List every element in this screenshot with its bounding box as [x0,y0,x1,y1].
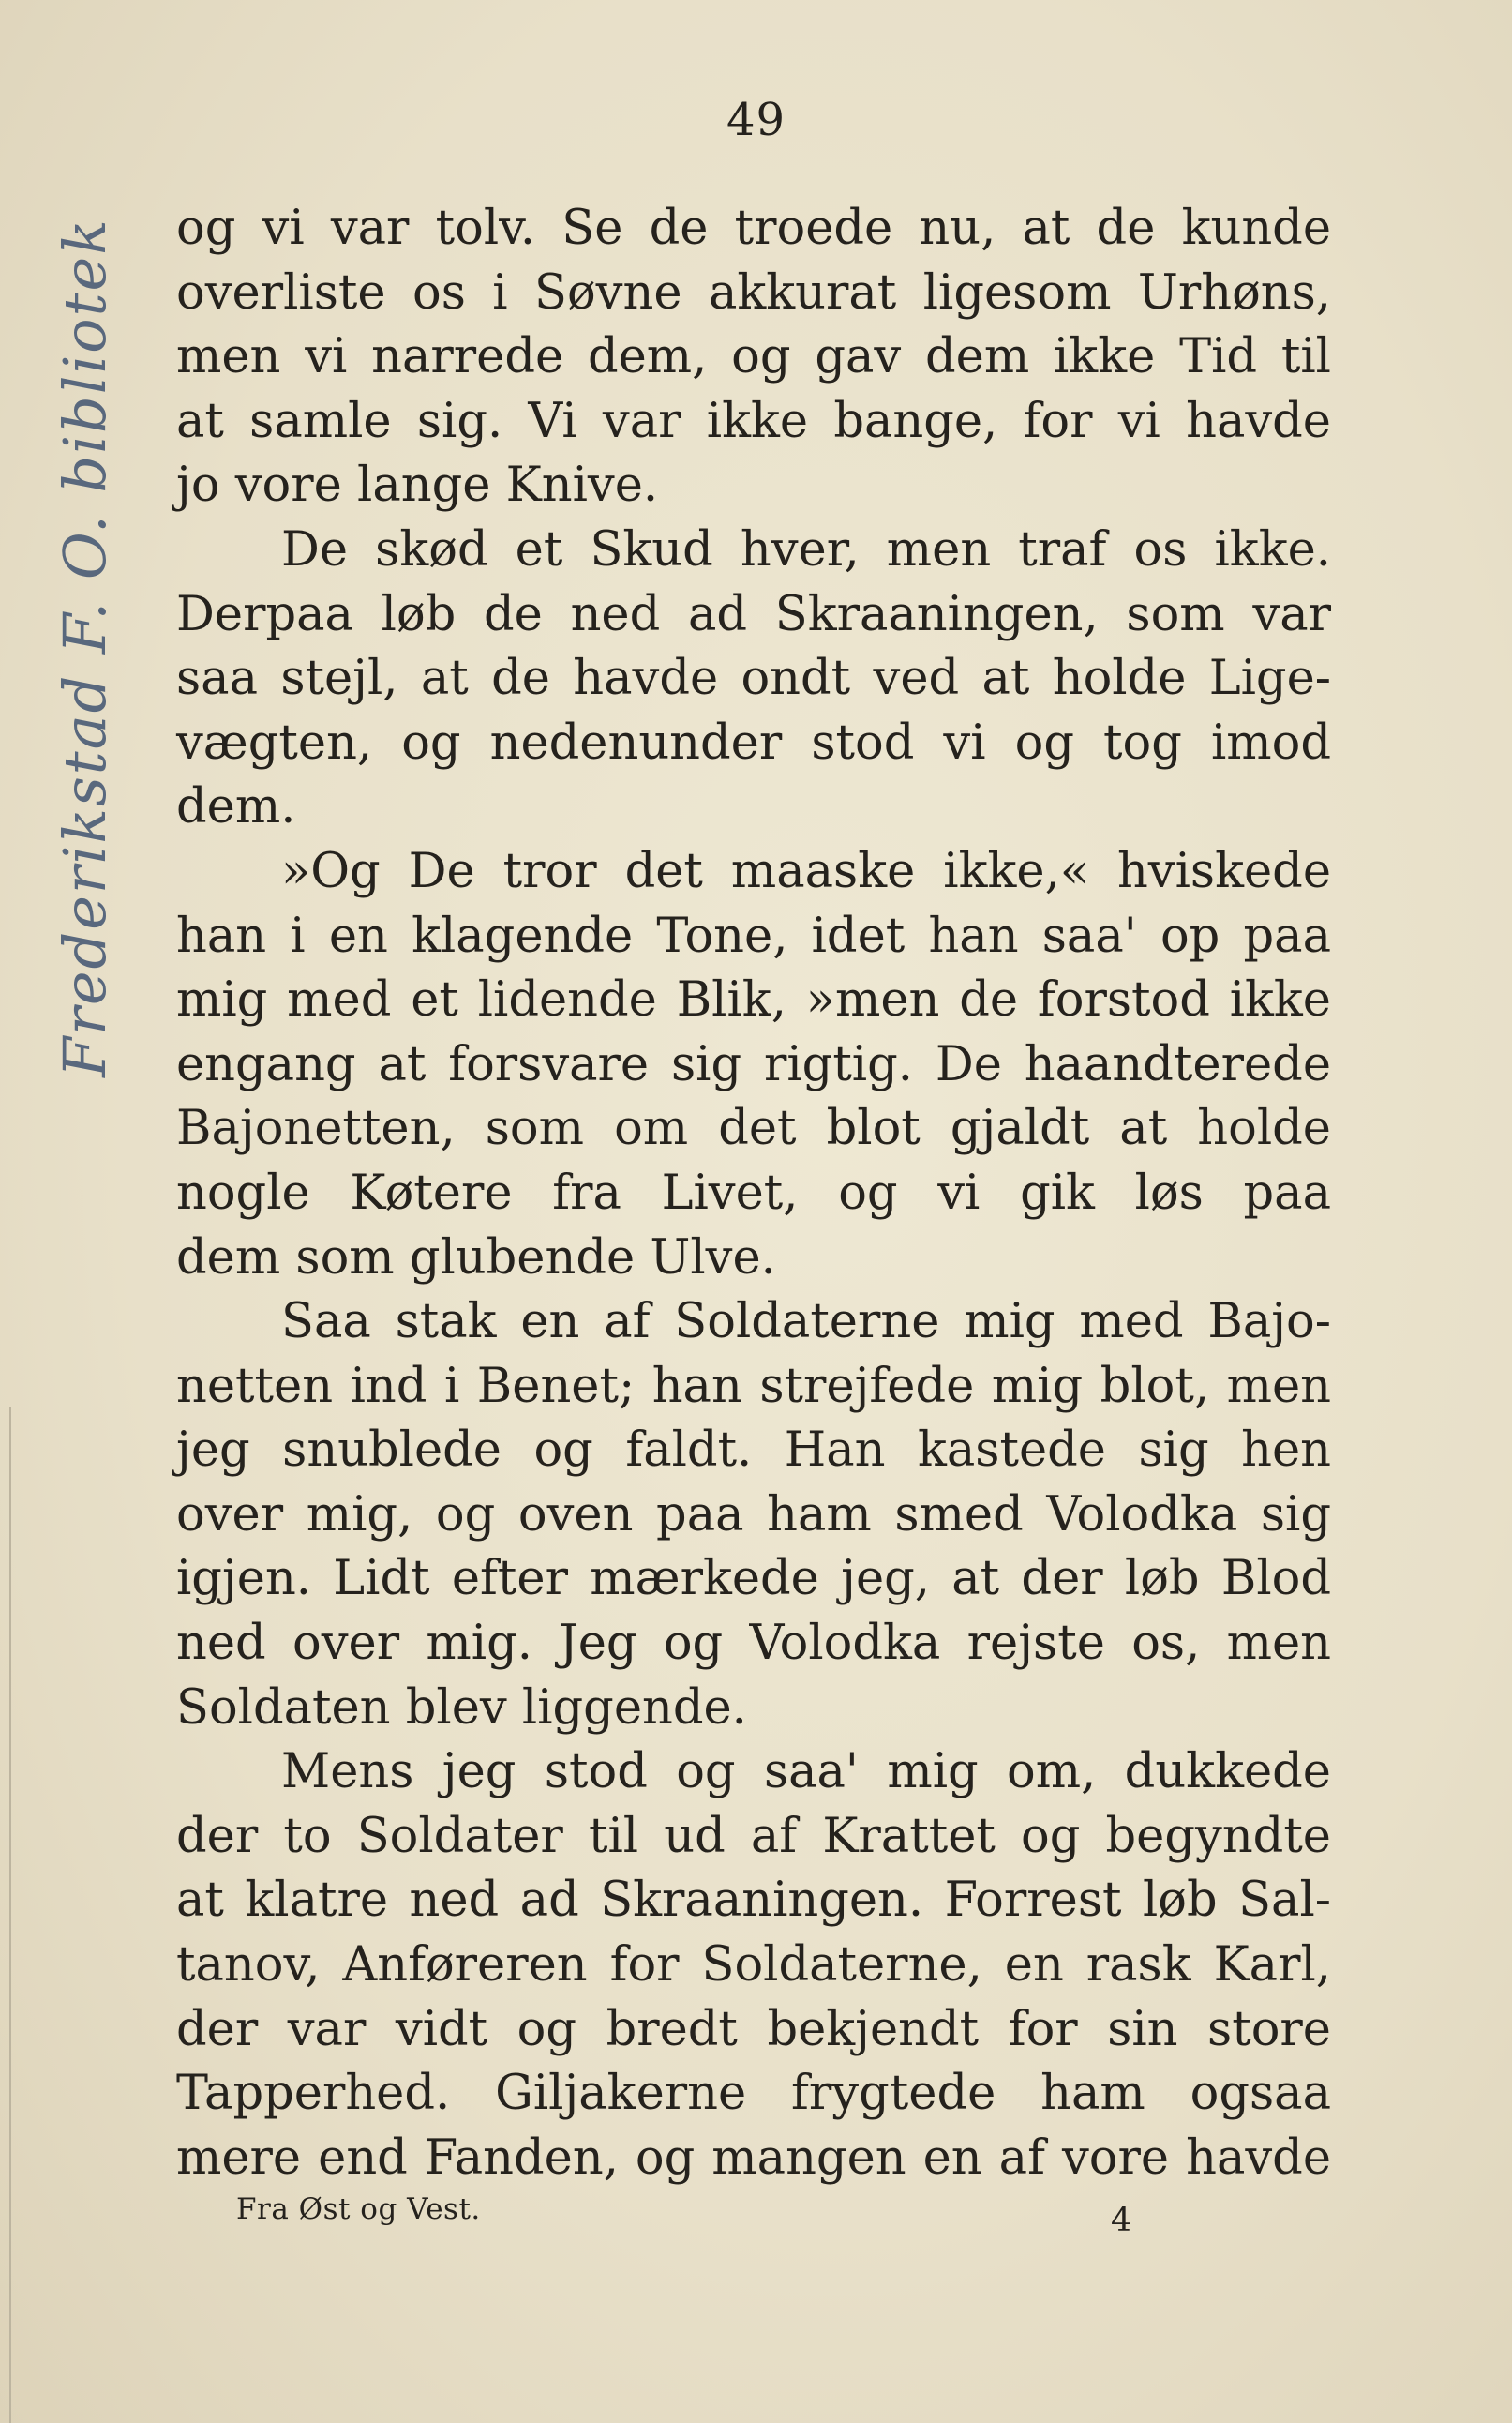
text-line: Tapperhed. Giljakerne frygtede ham ogsaa [176,2066,1331,2122]
text-line: nogle Køtere fra Livet, og vi gik løs paa [176,1165,1331,1221]
text-line: Mens jeg stod og saa' mig om, dukkede [281,1744,1331,1800]
sheet-number: 4 [1111,2202,1132,2239]
text-line: vægten, og nedenunder stod vi og tog imod [176,715,1331,771]
text-line: Bajonetten, som om det blot gjaldt at holde [176,1101,1331,1157]
text-line: men vi narrede dem, og gav dem ikke Tid til [176,329,1331,385]
text-line: Soldaten blev liggende. [176,1679,747,1736]
text-line: Derpaa løb de ned ad Skraaningen, som var [176,586,1331,642]
text-line: overliste os i Søvne akkurat ligesom Urhøns, [176,264,1331,321]
text-line: at samle sig. Vi var ikke bange, for vi havde [176,393,1331,449]
text-line: der var vidt og bredt bekjendt for sin store [176,2001,1331,2057]
text-line: dem som glubende Ulve. [176,1229,776,1286]
library-stamp [28,188,141,1106]
text-line: over mig, og oven paa ham smed Volodka sig [176,1486,1331,1543]
text-line: Saa stak en af Soldaterne mig med Bajo- [281,1294,1331,1350]
text-line: netten ind i Benet; han strejfede mig blot, men [176,1358,1331,1414]
library-stamp-text: Frederikstad F. O. bibliotek [50,217,119,1077]
page-number: 49 [726,94,786,146]
text-line: han i en klagende Tone, idet han saa' op paa [176,908,1331,964]
body-text [176,197,1331,2190]
text-line: mere end Fanden, og mangen en af vore havde [176,2130,1331,2186]
text-line: saa stejl, at de havde ondt ved at holde Lige- [176,651,1331,707]
text-line: engang at forsvare sig rigtig. De haandterede [176,1036,1331,1092]
text-line: igjen. Lidt efter mærkede jeg, at der løb Blod [176,1551,1331,1607]
text-line: »Og De tror det maaske ikke,« hviskede [281,843,1331,899]
text-line: at klatre ned ad Skraaningen. Forrest løb Sal- [176,1873,1331,1929]
text-line: ned over mig. Jeg og Volodka rejste os, men [176,1616,1331,1672]
text-line: og vi var tolv. Se de troede nu, at de kunde [176,201,1331,256]
text-line: jeg snublede og faldt. Han kastede sig hen [176,1422,1331,1479]
page-edge [9,1407,11,2423]
text-line: der to Soldater til ud af Krattet og begyndte [176,1808,1331,1864]
text-line: dem. [176,779,296,835]
text-line: De skød et Skud hver, men traf os ikke. [281,521,1331,578]
page-footer [236,2192,1174,2249]
text-line: mig med et lidende Blik, »men de forstod ikke [176,972,1331,1029]
signature-mark: Fra Øst og Vest. [236,2192,481,2226]
text-line: tanov, Anføreren for Soldaterne, en rask Karl, [176,1937,1331,1994]
text-line: jo vore lange Knive. [176,458,659,514]
